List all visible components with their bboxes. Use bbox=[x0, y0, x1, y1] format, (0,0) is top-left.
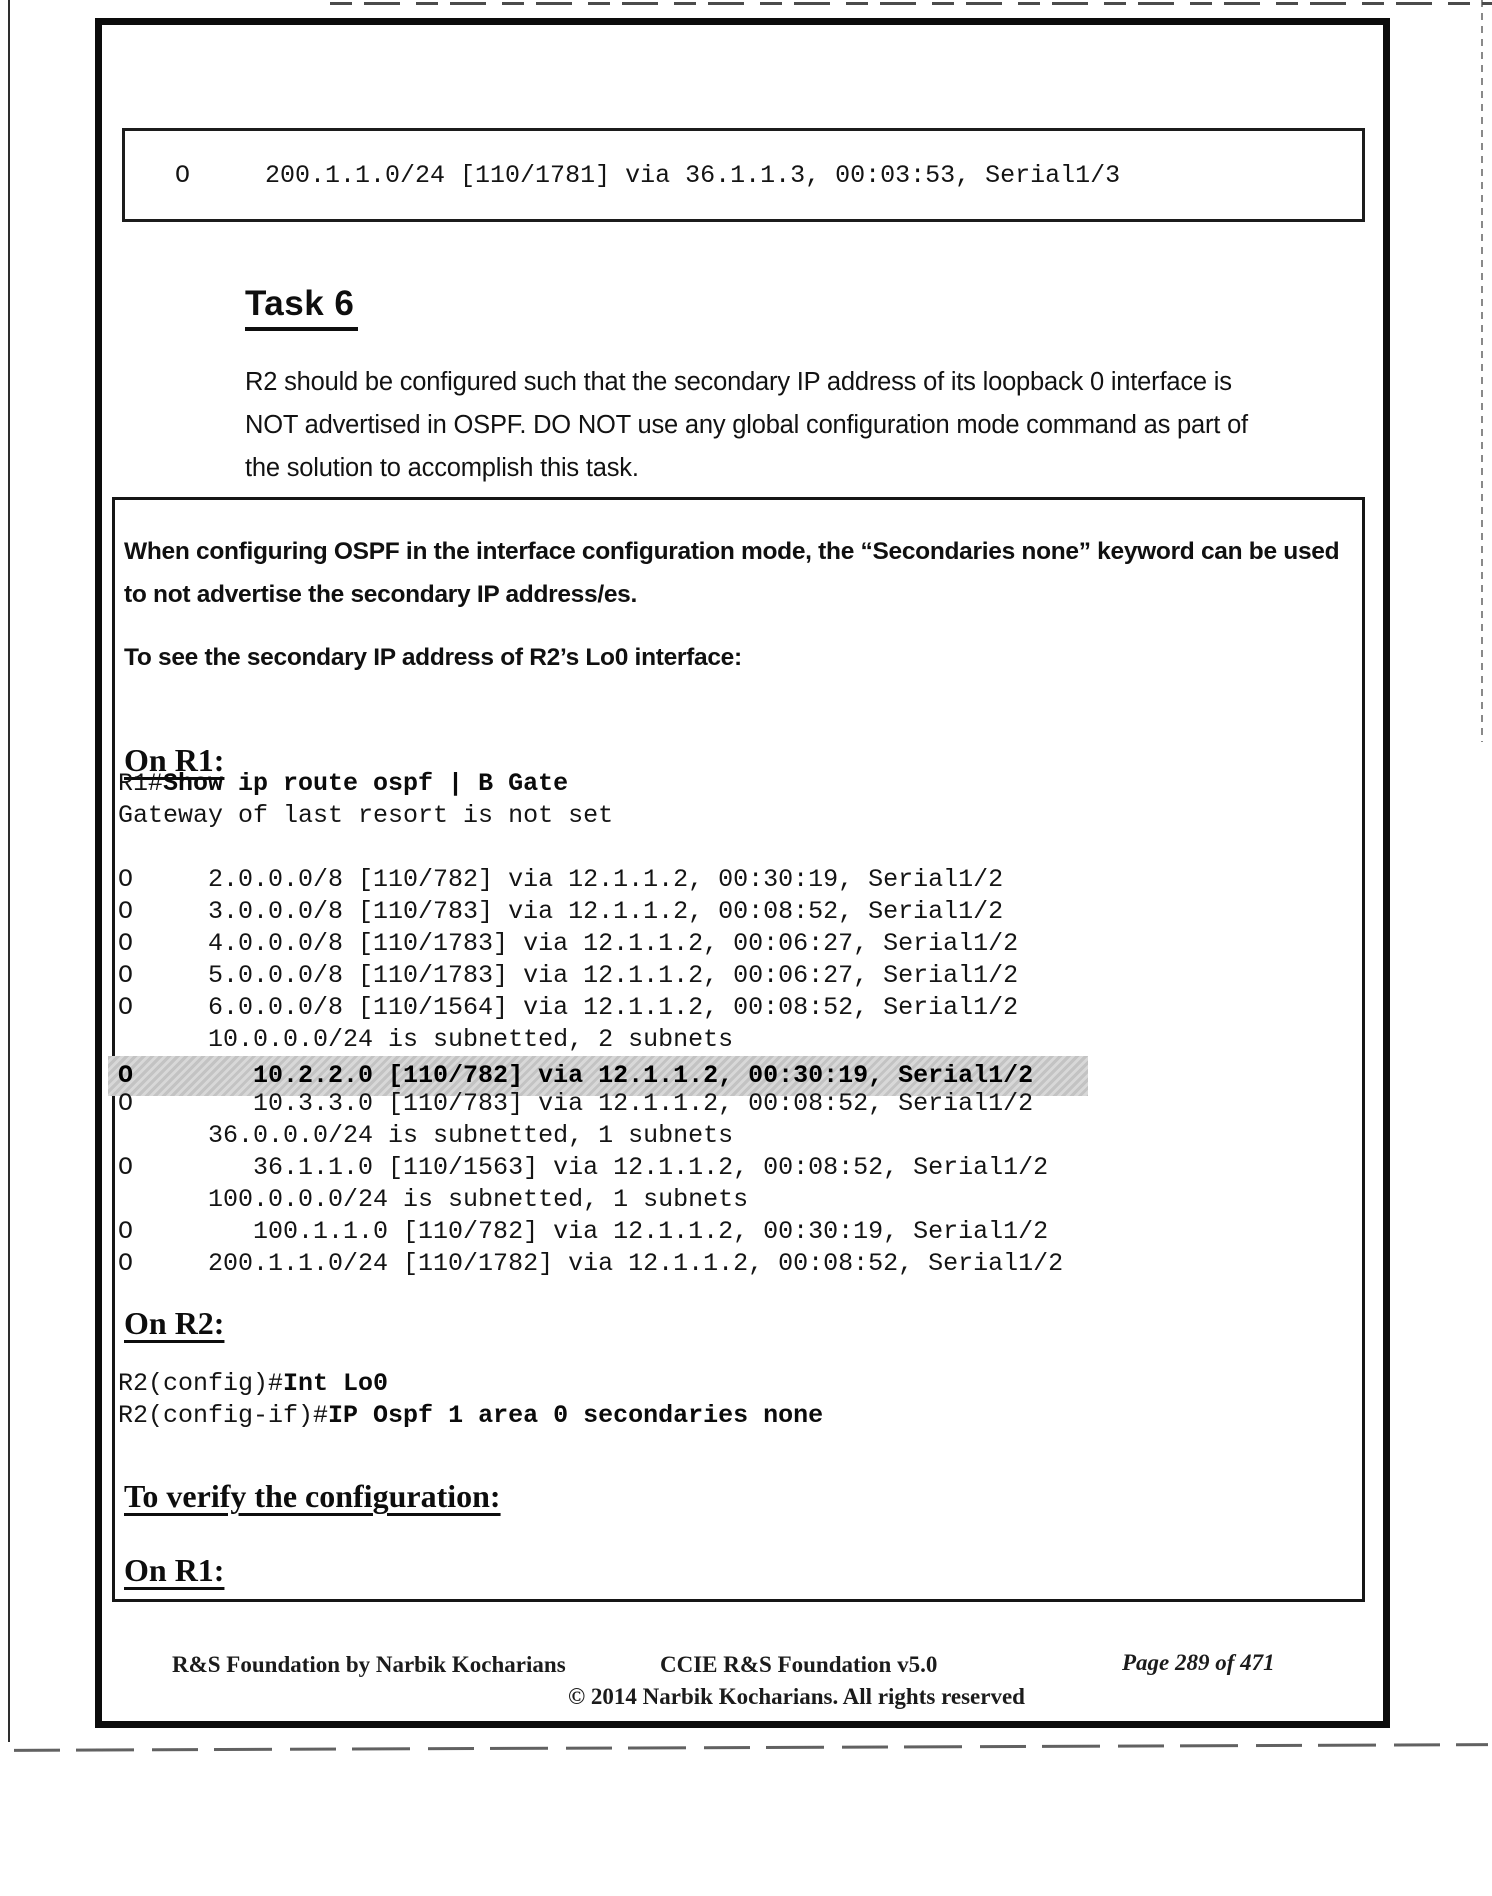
scan-artifact-right-line bbox=[1481, 0, 1483, 742]
cli-command-line bbox=[118, 768, 1088, 800]
footer-copyright: © 2014 Narbik Kocharians. All rights reserved bbox=[568, 1684, 1025, 1709]
route-line: O 10.3.3.0 [110/783] via 12.1.1.2, 00:08:52, Serial1/2 bbox=[118, 1089, 1034, 1118]
cli-prompt: R2(config-if)# bbox=[118, 1401, 329, 1430]
task-heading: Task 6 bbox=[245, 284, 358, 331]
route-line: 100.0.0.0/24 is subnetted, 1 subnets bbox=[118, 1185, 749, 1214]
route-line: O 5.0.0.0/8 [110/1783] via 12.1.1.2, 00:06:27, Serial1/2 bbox=[118, 961, 1019, 990]
highlighted-route-line: O 10.2.2.0 [110/782] via 12.1.1.2, 00:30:19, Serial1/2 bbox=[118, 1056, 1088, 1088]
section-heading-on-r2: On R2: bbox=[124, 1305, 225, 1341]
cli-command-line bbox=[118, 1368, 823, 1400]
scan-artifact-top-dashes bbox=[330, 2, 1492, 5]
route-line: O 3.0.0.0/8 [110/783] via 12.1.1.2, 00:08:52, Serial1/2 bbox=[118, 897, 1004, 926]
section-heading-on-r1: On R1: bbox=[124, 742, 225, 778]
scan-artifact-bottom-dashes bbox=[14, 1743, 1488, 1752]
route-line: O 200.1.1.0/24 [110/1781] via 36.1.1.3, 00:03:53, Serial1/3 bbox=[175, 160, 1121, 190]
route-line: O 200.1.1.0/24 [110/1782] via 12.1.1.2, 00:08:52, Serial1/2 bbox=[118, 1249, 1064, 1278]
route-line: O 6.0.0.0/8 [110/1564] via 12.1.1.2, 00:08:52, Serial1/2 bbox=[118, 993, 1019, 1022]
cli-command-line bbox=[118, 1400, 823, 1432]
cli-gateway-line: Gateway of last resort is not set bbox=[118, 801, 614, 830]
cli-output-r1 bbox=[118, 768, 1088, 1280]
solution-note-line: to not advertise the secondary IP address/es. bbox=[124, 581, 637, 608]
cli-command: Show ip route ospf | B Gate bbox=[163, 769, 569, 798]
route-line: O 100.1.1.0 [110/782] via 12.1.1.2, 00:30:19, Serial1/2 bbox=[118, 1217, 1049, 1246]
solution-note-line: When configuring OSPF in the interface configuration mode, the “Secondaries none” keyword can be used bbox=[124, 538, 1340, 565]
cli-prompt: R1# bbox=[118, 769, 164, 798]
cli-prompt: R2(config)# bbox=[118, 1369, 284, 1398]
cli-command: IP Ospf 1 area 0 secondaries none bbox=[328, 1401, 824, 1430]
route-output-box bbox=[122, 128, 1365, 222]
section-heading-on-r1-verify: On R1: bbox=[124, 1552, 225, 1588]
cli-command: Int Lo0 bbox=[283, 1369, 389, 1398]
task-description-line: NOT advertised in OSPF. DO NOT use any global configuration mode command as part of bbox=[245, 411, 1248, 439]
cli-blank-line bbox=[118, 832, 1088, 864]
footer-page-number: Page 289 of 471 bbox=[1122, 1650, 1275, 1675]
see-secondary-line: To see the secondary IP address of R2’s Lo0 interface: bbox=[124, 644, 742, 671]
route-line: 10.0.0.0/24 is subnetted, 2 subnets bbox=[118, 1025, 734, 1054]
task-description-line: the solution to accomplish this task. bbox=[245, 454, 639, 482]
route-line: O 4.0.0.0/8 [110/1783] via 12.1.1.2, 00:06:27, Serial1/2 bbox=[118, 929, 1019, 958]
task-description-line: R2 should be configured such that the secondary IP address of its loopback 0 interface is bbox=[245, 368, 1232, 396]
footer-left: R&S Foundation by Narbik Kocharians bbox=[172, 1652, 566, 1677]
scan-artifact-left-line bbox=[8, 0, 10, 1742]
route-line: O 2.0.0.0/8 [110/782] via 12.1.1.2, 00:30:19, Serial1/2 bbox=[118, 865, 1004, 894]
section-heading-verify: To verify the configuration: bbox=[124, 1478, 501, 1514]
cli-config-r2 bbox=[118, 1368, 823, 1432]
route-line: O 36.1.1.0 [110/1563] via 12.1.1.2, 00:08:52, Serial1/2 bbox=[118, 1153, 1049, 1182]
footer-center: CCIE R&S Foundation v5.0 bbox=[660, 1652, 938, 1677]
route-line: 36.0.0.0/24 is subnetted, 1 subnets bbox=[118, 1121, 734, 1150]
